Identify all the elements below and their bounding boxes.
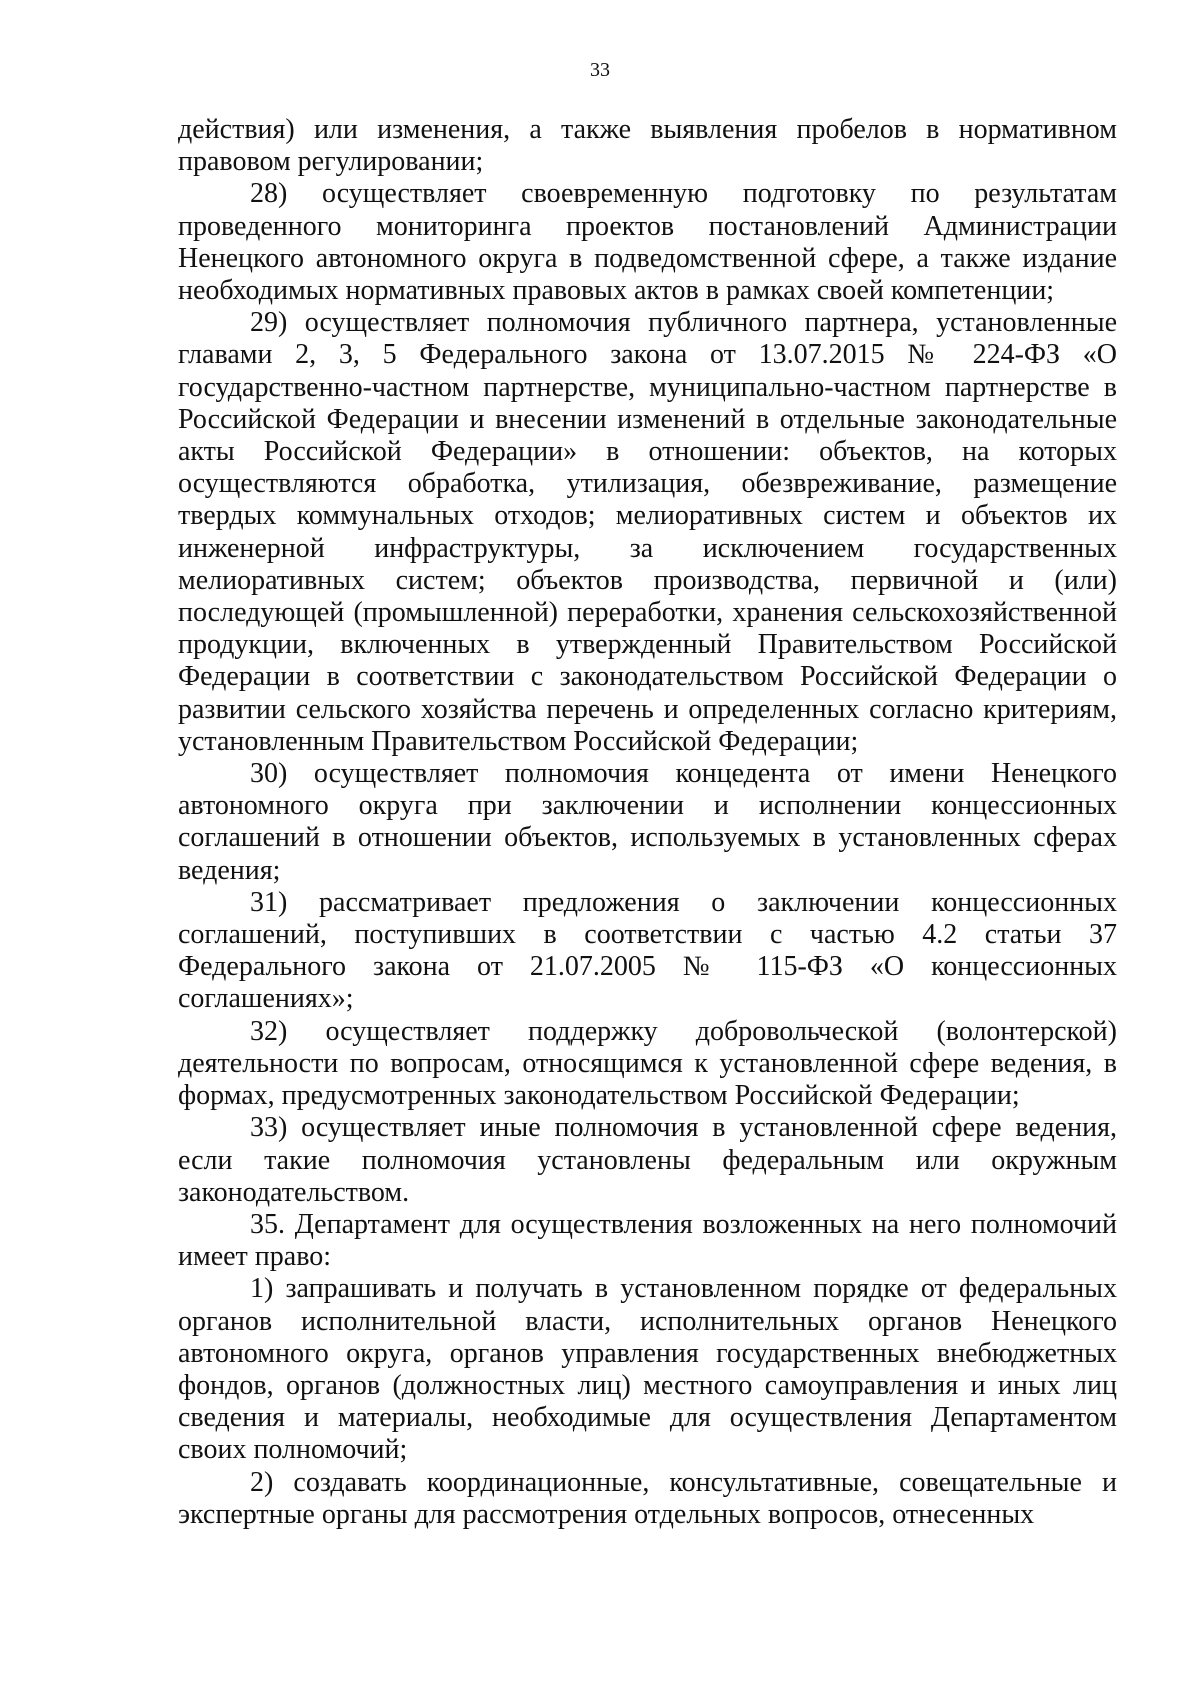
- document-body: [178, 114, 1117, 1531]
- paragraph-item-31: 31) рассматривает предложения о заключении концессионных соглашений, поступивших в соответствии с частью 4.2 статьи 37 Федерального закона от 21.07.2005 № 115-ФЗ «О концессионных соглашениях»;: [178, 886, 1117, 1015]
- paragraph-item-29: 29) осуществляет полномочия публичного партнера, установленные главами 2, 3, 5 Федерального закона от 13.07.2015 № 224-ФЗ «О государственно-частном партнерстве, муниципально-частном партнерстве в Российской Федерации и внесении изменений в отдельные законодательные акты Российской Федерации» в отношении: объектов, на которых осуществляются обработка, утилизация, обезвреживание, размещение твердых коммунальных отходов; мелиоративных систем и объектов их инженерной инфраструктуры, за исключением государственных мелиоративных систем; объектов производства, первичной и (или) последующей (промышленной) переработки, хранения сельскохозяйственной продукции, включенных в утвержденный Правительством Российской Федерации в соответствии с законодательством Российской Федерации о развитии сельского хозяйства перечень и определенных согласно критериям, установленным Правительством Российской Федерации;: [178, 307, 1117, 757]
- paragraph-continuation: действия) или изменения, а также выявления пробелов в нормативном правовом регулировании;: [178, 114, 1117, 178]
- paragraph-item-28: 28) осуществляет своевременную подготовку по результатам проведенного мониторинга проектов постановлений Администрации Ненецкого автономного округа в подведомственной сфере, а также издание необходимых нормативных правовых актов в рамках своей компетенции;: [178, 178, 1117, 307]
- paragraph-item-32: 32) осуществляет поддержку добровольческой (волонтерской) деятельности по вопросам, относящимся к установленной сфере ведения, в формах, предусмотренных законодательством Российской Федерации;: [178, 1015, 1117, 1112]
- page-number: 33: [590, 59, 610, 81]
- paragraph-item-33: 33) осуществляет иные полномочия в установленной сфере ведения, если такие полномочия установлены федеральным или окружным законодательством.: [178, 1112, 1117, 1208]
- paragraph-right-1: 1) запрашивать и получать в установленном порядке от федеральных органов исполнительной власти, исполнительных органов Ненецкого автономного округа, органов управления государственных внебюджетных фондов, органов (должностных лиц) местного самоуправления и иных лиц сведения и материалы, необходимые для осуществления Департаментом своих полномочий;: [178, 1273, 1117, 1466]
- paragraph-section-35: 35. Департамент для осуществления возложенных на него полномочий имеет право:: [178, 1208, 1117, 1273]
- paragraph-right-2: 2) создавать координационные, консультативные, совещательные и экспертные органы для рассмотрения отдельных вопросов, отнесенных: [178, 1466, 1117, 1530]
- paragraph-item-30: 30) осуществляет полномочия концедента от имени Ненецкого автономного округа при заключении и исполнении концессионных соглашений в отношении объектов, используемых в установленных сферах ведения;: [178, 758, 1117, 886]
